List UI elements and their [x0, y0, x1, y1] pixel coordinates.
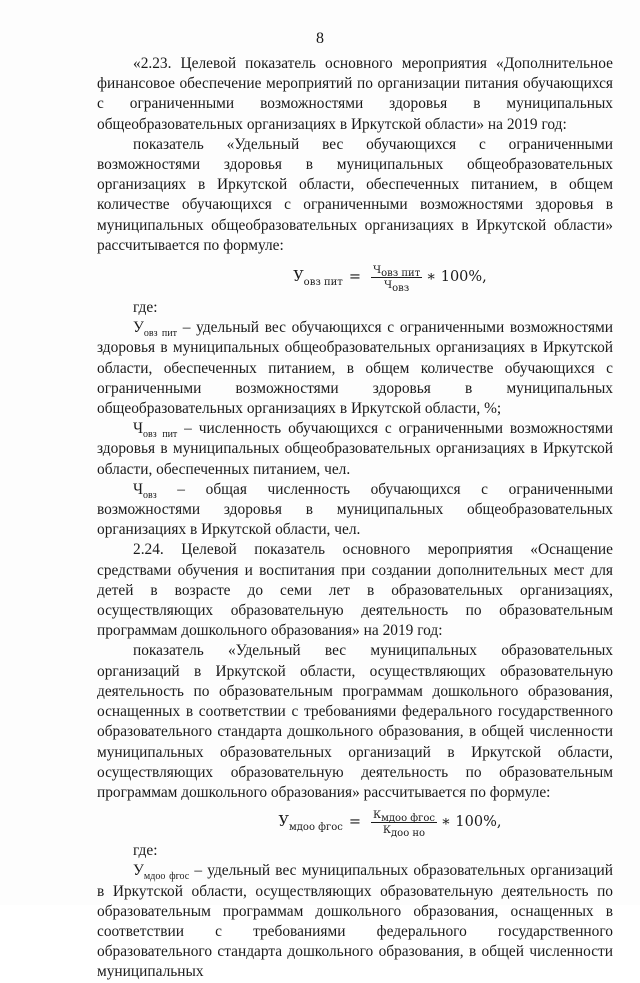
definition-224-1: $У_{мдоо фгос}$ – удельный вес муниципальных образовательных организаций в Иркутской области, осуществляющих образовательную деятельность по образовательным программам дошкольного образования, оснащенных в соответствии с требованиями федерального государственного образовательного стандарта дошкольного образования, в общей численности муниципальных [97, 862, 613, 981]
page-number: 8 [316, 30, 324, 47]
formula-223 [167, 256, 613, 298]
formula-224-tail: ∗ 100%, [440, 814, 502, 830]
formula-223-tail: ∗ 100%, [426, 268, 487, 285]
formula-224-lhs: $У_{мдоо фгос}$ [278, 814, 343, 833]
definition-223-1: $У_{овз пит}$ – удельный вес обучающихся с ограниченными возможностями здоровья в муниципальных общеобразовательных организациях в Иркутской области, обеспеченных питанием, в общем количестве обучающихся с ограниченными возможностями здоровья в муниципальных общеобразовательных организациях в Иркутской области, %; [97, 319, 614, 418]
formula-224 [167, 803, 613, 841]
formula-224-eq: = [348, 814, 361, 830]
section-224-indicator: показатель «Удельный вес муниципальных образовательных организаций в Иркутской области, осуществляющих образовательную деятельность по образовательным программам дошкольного образования, оснащенных в соответствии с требованиями федерального государственного образовательного стандарта дошкольного образования, в общей численности муниципальных образовательных организаций в Иркутской области, осуществляющих образовательную деятельность по образовательным программам дошкольного образования» рассчитывается по формуле: [97, 642, 613, 801]
definition-223-2: $Ч_{овз пит}$ – численность обучающихся с ограниченными возможностями здоровья в муниципальных общеобразовательных организациях в Иркутской области, обеспеченных питанием, чел. [97, 420, 613, 478]
section-223-indicator: показатель «Удельный вес обучающихся с ограниченными возможностями здоровья в муниципальных общеобразовательных организациях в Иркутской области, обеспеченных питанием, в общем количестве обучающихся с ограниченными возможностями здоровья в муниципальных общеобразовательных организациях в Иркутской области» рассчитывается по формуле: [97, 135, 613, 254]
section-223-intro: «2.23. Целевой показатель основного мероприятия «Дополнительное финансовое обеспечение мероприятий по организации питания обучающихся с ограниченными возможностями здоровья в муниципальных общеобразовательных организациях в Иркутской области» на 2019 год: [97, 55, 613, 133]
page-content [97, 54, 613, 983]
section-224-intro: 2.24. Целевой показатель основного мероприятия «Оснащение средствами обучения и воспитания при создании дополнительных мест для детей в возрасте до семи лет в образовательных организациях, осуществляющих образовательную деятельность по образовательным программам дошкольного образования» на 2019 год: [97, 541, 613, 640]
section-224-where: где: [133, 842, 158, 860]
formula-223-eq: = [348, 268, 361, 285]
formula-224-fraction: $\frac{К_{мдоо фгос}}{К_{доо но}}$ [372, 808, 435, 839]
section-223-where: где: [133, 299, 158, 317]
formula-223-fraction: $\frac{Ч_{овз пит}}{Ч_{овз}}$ [372, 263, 421, 294]
definition-223-3: $Ч_{овз}$ – общая численность обучающихся с ограниченными возможностями здоровья в муниципальных общеобразовательных организациях в Иркутской области, чел. [97, 480, 613, 539]
formula-223-lhs: $У_{овз пит}$ [293, 268, 343, 288]
